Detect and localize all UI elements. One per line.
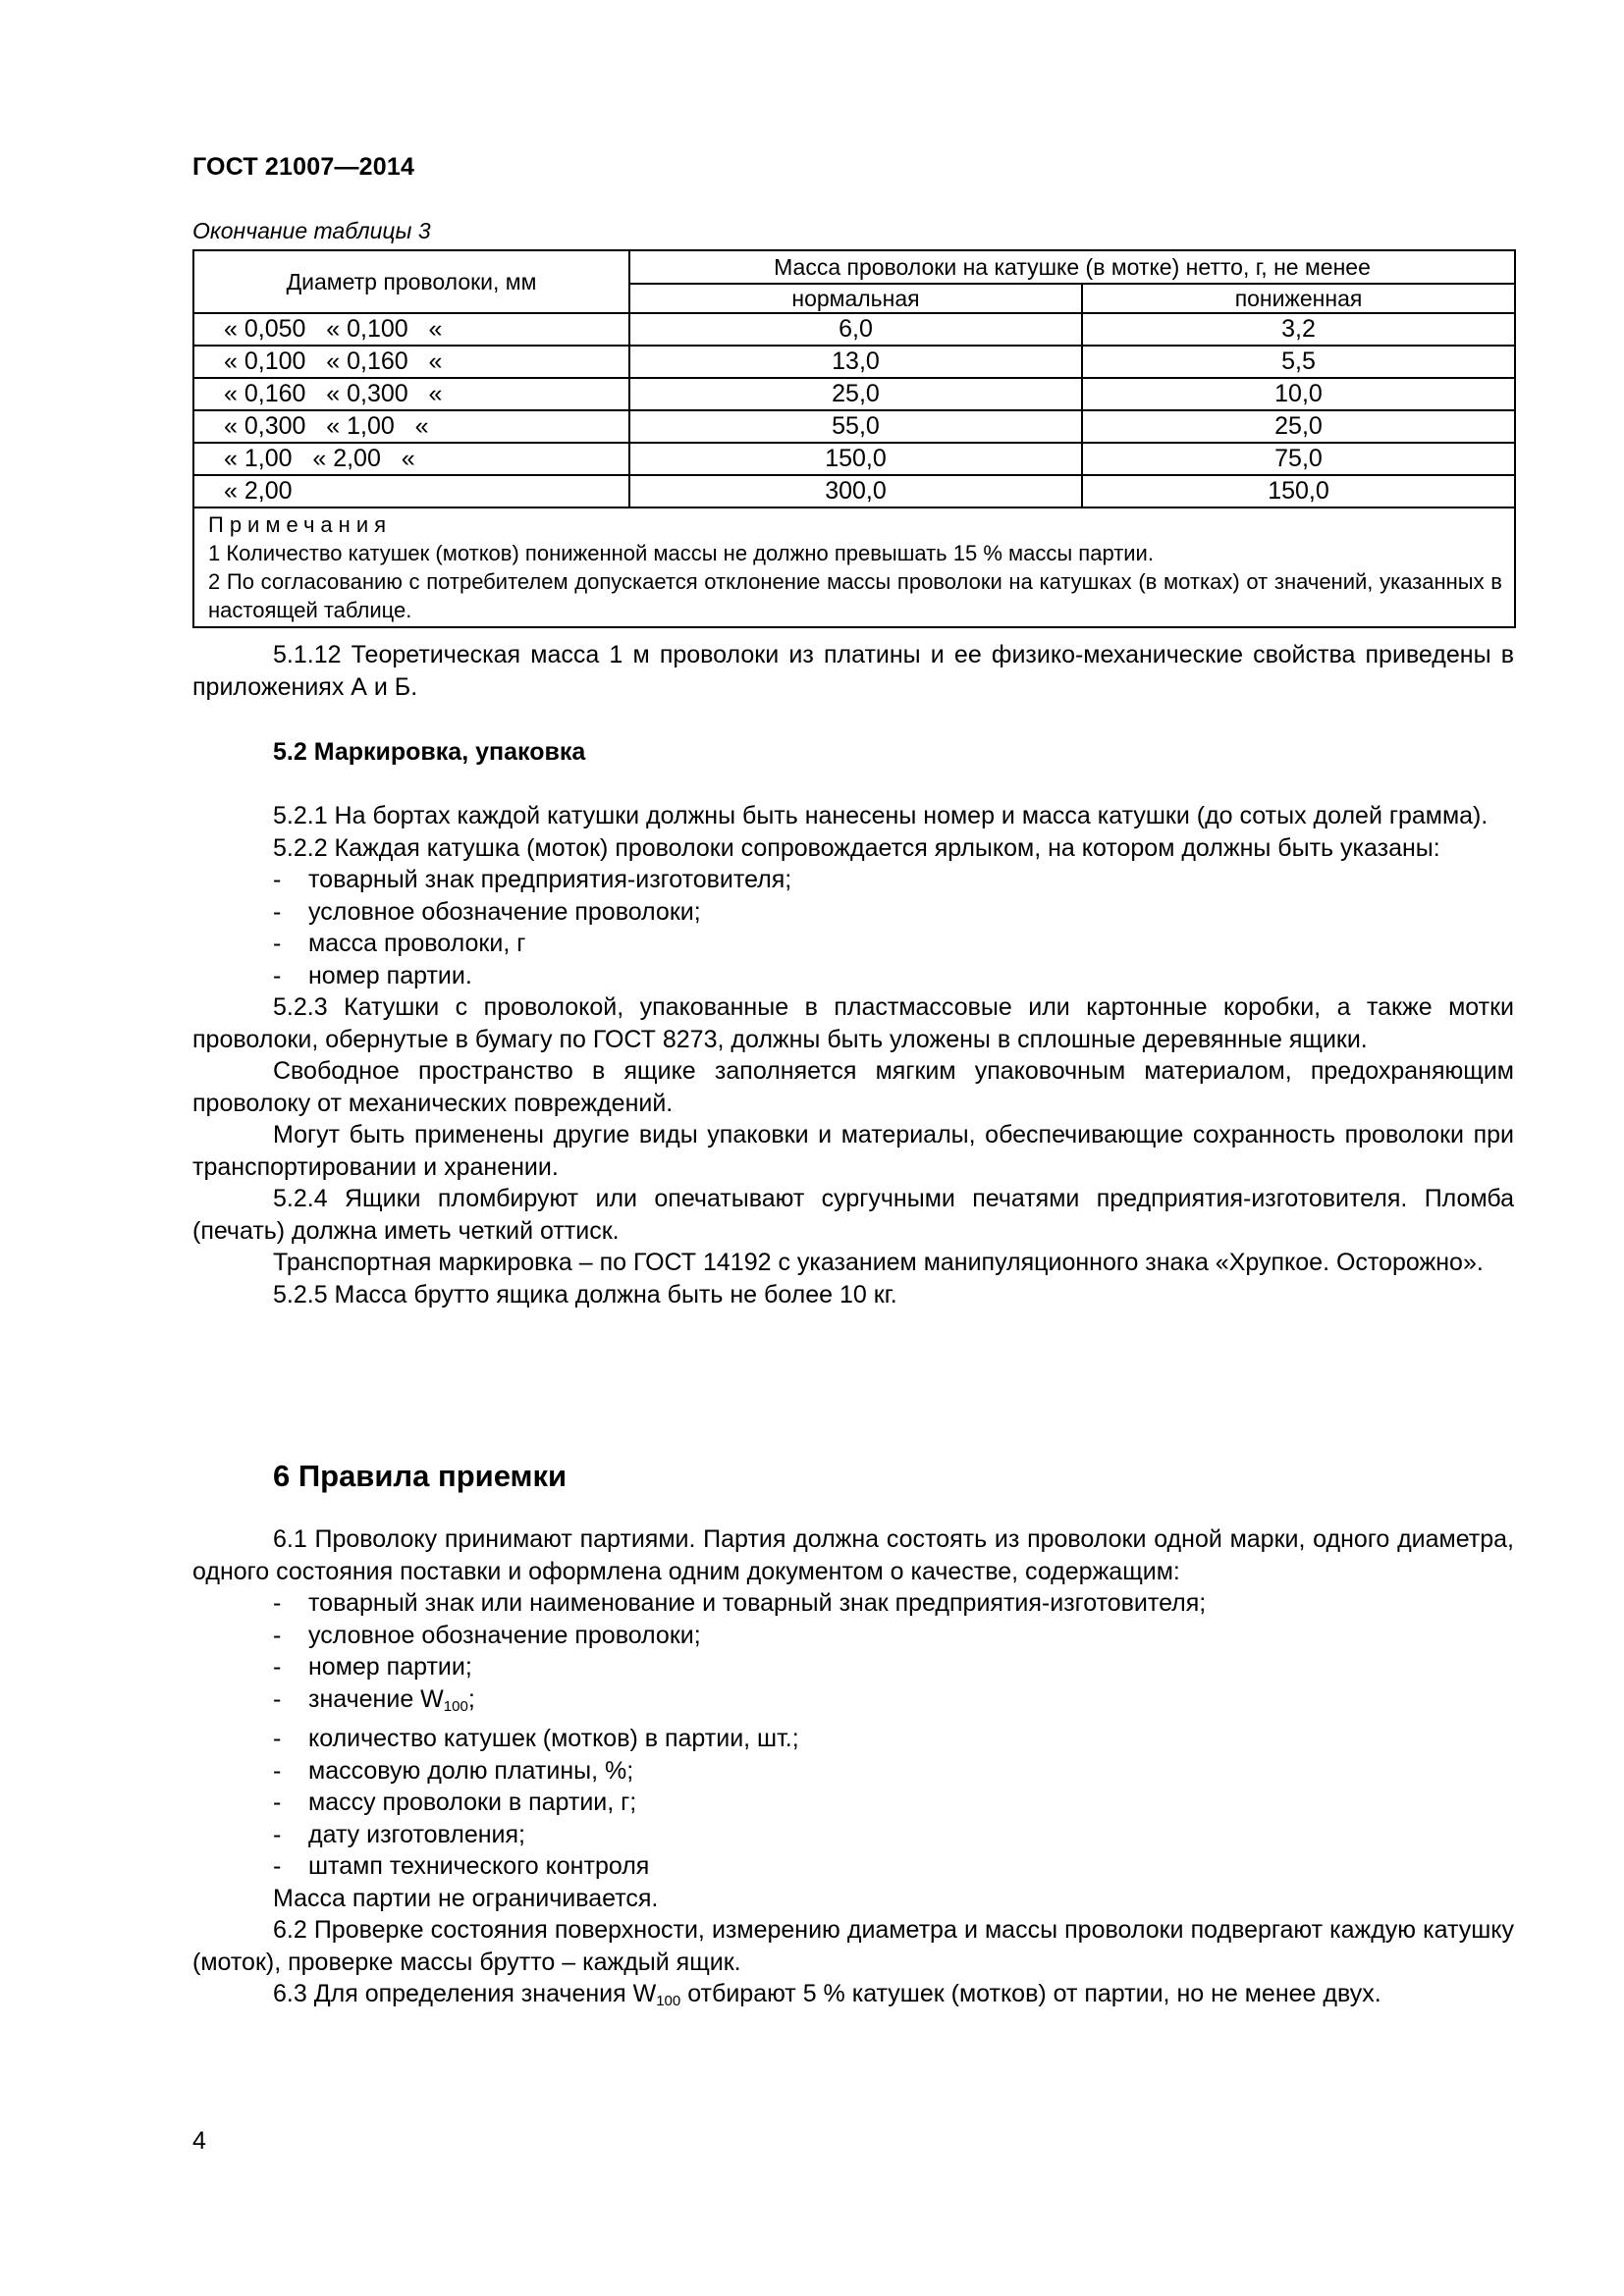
paragraph-5-2-4: 5.2.4 Ящики пломбируют или опечатывают сургучными печатями предприятия-изготовителя. Пломба (печать) должна иметь четкий оттиск. xyxy=(192,1185,1514,1245)
cell-reduced: 25,0 xyxy=(1082,410,1515,443)
table-row xyxy=(193,410,1515,443)
section-heading-6: 6 Правила приемки xyxy=(273,1459,568,1493)
cell-diameter: « 1,00 « 2,00 « xyxy=(193,443,629,475)
cell-normal: 300,0 xyxy=(629,475,1082,507)
list-item: - номер партии; xyxy=(192,1651,1514,1683)
list-item-text: массовую долю платины, %; xyxy=(308,1756,634,1785)
paragraph-block-5-1-12 xyxy=(192,639,1514,703)
header-reduced: пониженная xyxy=(1082,284,1515,313)
cell-normal: 25,0 xyxy=(629,378,1082,410)
list-item-text: номер партии; xyxy=(308,1653,472,1681)
cell-diameter: « 0,100 « 0,160 « xyxy=(193,346,629,378)
paragraph-other-packaging: Могут быть применены другие виды упаковки и материалы, обеспечивающие сохранность проволоки при транспортировании и хранении. xyxy=(192,1121,1514,1181)
list-item: - товарный знак или наименование и товарный знак предприятия-изготовителя; xyxy=(192,1587,1514,1620)
section-6-body xyxy=(192,1523,1514,2018)
header-diameter: Диаметр проволоки, мм xyxy=(193,250,629,313)
table-caption: Окончание таблицы 3 xyxy=(192,218,431,243)
table-row xyxy=(193,475,1515,507)
paragraph-6-3: 6.3 Для определения значения $W_{100}$ отбирают 5 % катушек (мотков) от партии, но не менее двух. xyxy=(273,1980,1381,2009)
paragraph-lot-mass: Масса партии не ограничивается. xyxy=(273,1884,659,1912)
notes-title: Примечания xyxy=(208,512,393,537)
cell-reduced: 3,2 xyxy=(1082,313,1515,346)
table-row xyxy=(193,443,1515,475)
list-item: - штамп технического контроля xyxy=(192,1850,1514,1883)
paragraph-6-2: 6.2 Проверке состояния поверхности, измерению диаметра и массы проволоки подвергают каждую катушку (моток), проверке массы брутто – каждый ящик. xyxy=(192,1916,1514,1976)
table-row xyxy=(193,313,1515,346)
paragraph-free-space: Свободное пространство в ящике заполняется мягким упаковочным материалом, предохраняющим проволоку от механических повреждений. xyxy=(192,1057,1514,1117)
list-item-text: масса проволоки, г xyxy=(308,930,526,957)
header-normal: нормальная xyxy=(629,284,1082,313)
document-header-title: ГОСТ 21007—2014 xyxy=(192,153,415,181)
list-item-text: дату изготовления; xyxy=(308,1820,525,1848)
list-item-text: условное обозначение проволоки; xyxy=(308,897,701,926)
cell-reduced: 10,0 xyxy=(1082,378,1515,410)
paragraph-5-2-2: 5.2.2 Каждая катушка (моток) проволоки сопровождается ярлыком, на котором должны быть указаны: xyxy=(273,833,1440,862)
list-item: - номер партии. xyxy=(192,960,1514,992)
cell-diameter: « 0,160 « 0,300 « xyxy=(193,378,629,410)
list-item: - массу проволоки в партии, г; xyxy=(192,1787,1514,1819)
wire-mass-table xyxy=(192,249,1516,628)
list-item: - значение $W_{100}$; xyxy=(192,1683,1514,1724)
table-row xyxy=(193,346,1515,378)
cell-normal: 55,0 xyxy=(629,410,1082,443)
paragraph-5-2-5: 5.2.5 Масса брутто ящика должна быть не более 10 кг. xyxy=(273,1280,897,1308)
list-item-text: условное обозначение проволоки; xyxy=(308,1621,701,1649)
list-item: - массовую долю платины, %; xyxy=(192,1755,1514,1788)
list-item: - товарный знак предприятия-изготовителя; xyxy=(192,864,1514,896)
section-5-2-body xyxy=(192,800,1514,1310)
list-item-text: количество катушек (мотков) в партии, шт.; xyxy=(308,1725,799,1752)
section-heading-5-2: 5.2 Маркировка, упаковка xyxy=(273,738,586,766)
cell-normal: 13,0 xyxy=(629,346,1082,378)
list-item-text: штамп технического контроля xyxy=(308,1852,650,1880)
list-item-text: товарный знак предприятия-изготовителя; xyxy=(308,866,792,893)
list-item-text: товарный знак или наименование и товарный знак предприятия-изготовителя; xyxy=(308,1589,1207,1617)
paragraph-5-1-12: 5.1.12 Теоретическая масса 1 м проволоки из платины и ее физико-механические свойства приведены в приложениях А и Б. xyxy=(192,641,1514,701)
cell-diameter: « 0,050 « 0,100 « xyxy=(193,313,629,346)
paragraph-transport-marking: Транспортная маркировка – по ГОСТ 14192 с указанием манипуляционного знака «Хрупкое. Осторожно». xyxy=(273,1249,1484,1276)
cell-reduced: 5,5 xyxy=(1082,346,1515,378)
cell-reduced: 75,0 xyxy=(1082,443,1515,475)
cell-normal: 150,0 xyxy=(629,443,1082,475)
cell-diameter: « 2,00 xyxy=(193,475,629,507)
list-item-text: номер партии. xyxy=(308,961,472,989)
cell-reduced: 150,0 xyxy=(1082,475,1515,507)
list-item: - дату изготовления; xyxy=(192,1819,1514,1851)
note-2: 2 По согласованию с потребителем допускается отклонение массы проволоки на катушках (в мотках) от значений, указанных в настоящей таблице. xyxy=(208,569,1502,622)
list-item-text: массу проволоки в партии, г; xyxy=(308,1789,637,1816)
list-item: - количество катушек (мотков) в партии, шт.; xyxy=(192,1723,1514,1755)
note-1: 1 Количество катушек (мотков) пониженной массы не должно превышать 15 % массы партии. xyxy=(208,541,1154,565)
paragraph-5-2-3: 5.2.3 Катушки с проволокой, упакованные в пластмассовые или картонные коробки, а также мотки проволоки, обернутые в бумагу по ГОСТ 8273, должны быть уложены в сплошные деревянные ящики. xyxy=(192,993,1514,1053)
list-item: - масса проволоки, г xyxy=(192,928,1514,960)
paragraph-6-1: 6.1 Проволоку принимают партиями. Партия должна состоять из проволоки одной марки, одного диаметра, одного состояния поставки и оформлена одним документом о качестве, содержащим: xyxy=(192,1525,1514,1585)
list-item: - условное обозначение проволоки; xyxy=(192,896,1514,929)
list-item: - условное обозначение проволоки; xyxy=(192,1620,1514,1652)
cell-diameter: « 0,300 « 1,00 « xyxy=(193,410,629,443)
table-row xyxy=(193,378,1515,410)
table-notes xyxy=(193,507,1515,627)
list-item-text: значение $W_{100}$; xyxy=(308,1684,475,1715)
cell-normal: 6,0 xyxy=(629,313,1082,346)
paragraph-5-2-1: 5.2.1 На бортах каждой катушки должны быть нанесены номер и масса катушки (до сотых долей грамма). xyxy=(273,802,1489,829)
header-mass: Масса проволоки на катушке (в мотке) нетто, г, не менее xyxy=(629,250,1515,284)
page-number: 4 xyxy=(192,2127,206,2155)
